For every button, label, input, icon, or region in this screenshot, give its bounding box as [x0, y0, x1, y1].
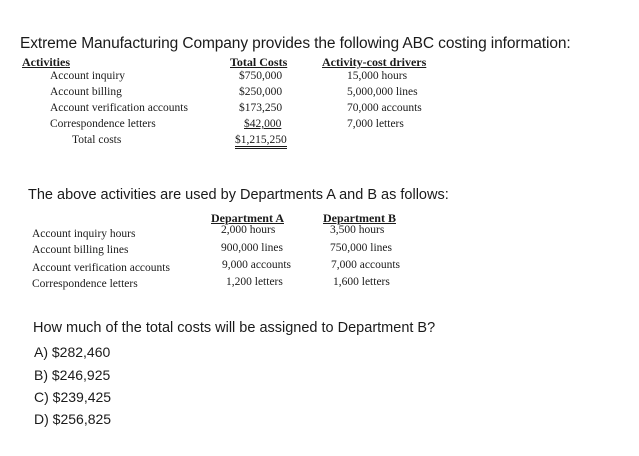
activity-cost: $42,000: [244, 118, 282, 130]
activity-driver: 70,000 accounts: [347, 102, 422, 114]
header-activities: Activities: [22, 55, 70, 69]
option-value: $246,925: [51, 367, 111, 383]
header-dept-a: Department A: [211, 211, 284, 225]
activity-cost: $250,000: [239, 86, 283, 98]
activity-cost: $173,250: [239, 102, 283, 114]
activity-cost: $750,000: [239, 70, 283, 82]
total-costs-label: Total costs: [72, 134, 122, 146]
option-letter: B): [34, 367, 48, 383]
header-drivers: Activity-cost drivers: [322, 55, 427, 69]
total-costs-value: $1,215,250: [235, 134, 287, 149]
activity-driver: 15,000 hours: [347, 70, 408, 82]
option-b[interactable]: [34, 367, 110, 383]
dept-a-value: 900,000 lines: [221, 242, 283, 254]
header-dept-b: Department B: [323, 211, 396, 225]
activity-label: Account billing: [50, 86, 122, 98]
option-value: $256,825: [52, 411, 112, 427]
usage-label: Correspondence letters: [32, 278, 138, 290]
activity-driver: 7,000 letters: [347, 118, 404, 130]
option-letter: D): [34, 411, 49, 427]
activity-driver: 5,000,000 lines: [347, 86, 418, 98]
intro-text: Extreme Manufacturing Company provides the following ABC costing information:: [20, 35, 571, 52]
option-letter: C): [34, 389, 49, 405]
activity-label: Account verification accounts: [50, 102, 188, 114]
option-letter: A): [34, 344, 48, 360]
option-value: $282,460: [51, 344, 111, 360]
activity-label: Account inquiry: [50, 70, 126, 82]
dept-a-value: 2,000 hours: [221, 224, 276, 236]
option-a[interactable]: [34, 344, 110, 360]
dept-b-value: 750,000 lines: [330, 242, 392, 254]
option-c[interactable]: [34, 389, 111, 405]
activity-label: Correspondence letters: [50, 118, 156, 130]
dept-b-value: 7,000 accounts: [331, 259, 400, 271]
usage-label: Account verification accounts: [32, 262, 170, 274]
dept-b-value: 3,500 hours: [330, 224, 385, 236]
question-prompt: How much of the total costs will be assigned to Department B?: [33, 320, 436, 336]
usage-label: Account inquiry hours: [32, 228, 136, 240]
option-value: $239,425: [52, 389, 112, 405]
option-d[interactable]: [34, 411, 111, 427]
dept-b-value: 1,600 letters: [333, 276, 390, 288]
header-total-costs: Total Costs: [230, 55, 288, 69]
dept-a-value: 9,000 accounts: [222, 259, 291, 271]
usage-label: Account billing lines: [32, 244, 129, 256]
dept-a-value: 1,200 letters: [226, 276, 283, 288]
usage-intro-text: The above activities are used by Departments A and B as follows:: [28, 187, 449, 203]
